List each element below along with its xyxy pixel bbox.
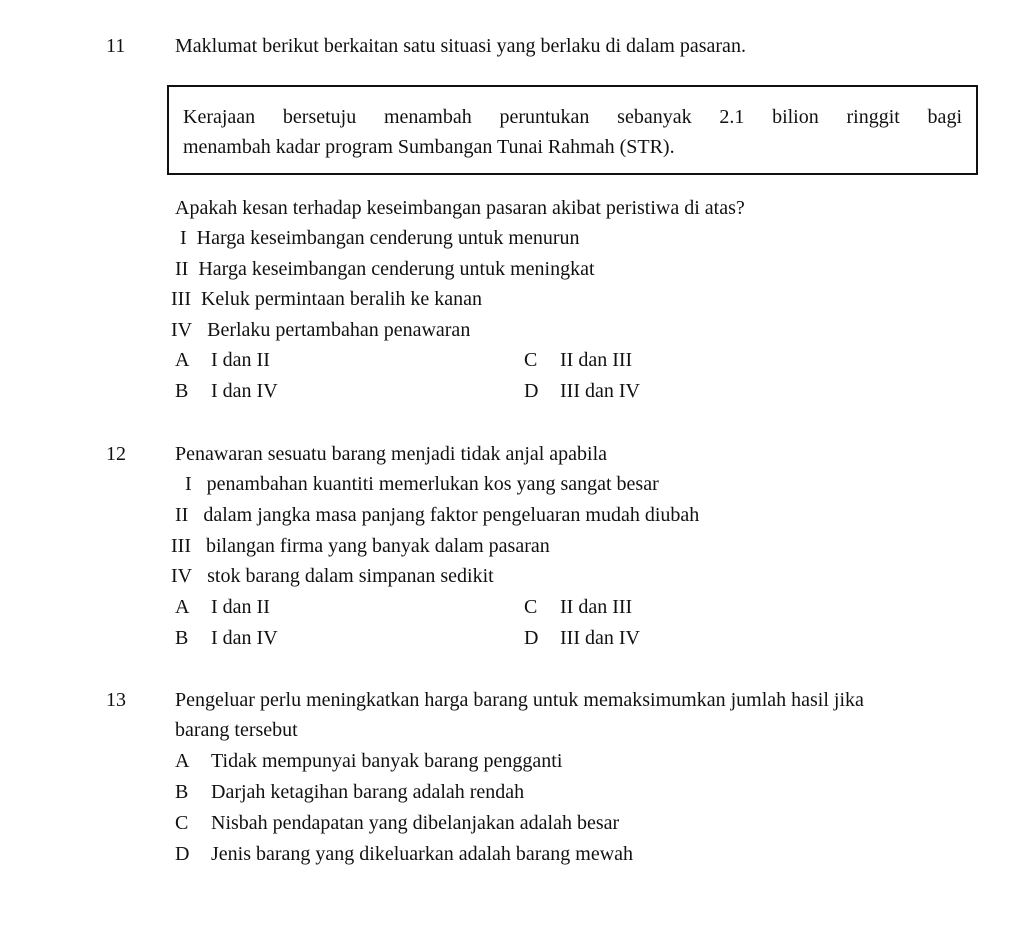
q11-option-a[interactable] — [175, 348, 270, 372]
question-13-stem-line-2: barang tersebut — [175, 719, 298, 741]
option-letter: C — [524, 596, 538, 618]
option-text: Jenis barang yang dikeluarkan adalah barang mewah — [211, 843, 634, 865]
statement-text: penambahan kuantiti memerlukan kos yang sangat besar — [206, 473, 659, 495]
option-letter: C — [524, 349, 538, 371]
q13-option-a[interactable] — [175, 749, 562, 773]
statement-numeral: II — [175, 504, 189, 526]
info-box-line-2: menambah kadar program Sumbangan Tunai Rahmah (STR). — [183, 136, 675, 158]
option-text: Nisbah pendapatan yang dibelanjakan adalah besar — [211, 812, 620, 834]
option-text: II dan III — [560, 349, 633, 371]
q12-statement-1 — [185, 472, 659, 496]
option-text: I dan IV — [211, 627, 278, 649]
question-11-question: Apakah kesan terhadap keseimbangan pasaran akibat peristiwa di atas? — [175, 197, 745, 219]
question-11-info-box — [167, 85, 978, 175]
statement-numeral: I — [180, 227, 187, 249]
option-text: I dan II — [211, 349, 270, 371]
statement-text: Berlaku pertambahan penawaran — [207, 319, 471, 341]
question-13-stem-line-1: Pengeluar perlu meningkatkan harga barang untuk memaksimumkan jumlah hasil jika — [175, 689, 864, 711]
statement-numeral: I — [185, 473, 192, 495]
statement-text: Harga keseimbangan cenderung untuk menurun — [196, 227, 580, 249]
statement-text: Keluk permintaan beralih ke kanan — [200, 288, 482, 310]
q11-statement-3 — [171, 287, 482, 311]
statement-numeral: II — [175, 258, 189, 280]
question-12-stem: Penawaran sesuatu barang menjadi tidak anjal apabila — [175, 443, 608, 465]
q13-option-c[interactable] — [175, 811, 619, 835]
q11-statement-2 — [175, 257, 595, 281]
option-letter: B — [175, 781, 189, 803]
option-letter: B — [175, 380, 189, 402]
option-letter: A — [175, 349, 190, 371]
option-letter: B — [175, 627, 189, 649]
question-12-number: 12 — [106, 443, 126, 465]
option-letter: C — [175, 812, 189, 834]
option-letter: A — [175, 596, 190, 618]
question-13-number: 13 — [106, 689, 126, 711]
option-letter: D — [524, 627, 539, 649]
option-text: III dan IV — [560, 380, 640, 402]
option-text: I dan II — [211, 596, 270, 618]
q13-option-d[interactable] — [175, 842, 633, 866]
statement-numeral: III — [171, 288, 191, 310]
q12-option-c[interactable] — [524, 595, 632, 619]
q11-option-c[interactable] — [524, 348, 632, 372]
option-letter: D — [175, 843, 190, 865]
q11-option-d[interactable] — [524, 379, 640, 403]
q11-option-b[interactable] — [175, 379, 278, 403]
question-11-number: 11 — [106, 35, 126, 57]
q13-option-b[interactable] — [175, 780, 524, 804]
option-letter: D — [524, 380, 539, 402]
info-box-line-1: Kerajaan bersetuju menambah peruntukan sebanyak 2.1 bilion ringgit bagi — [183, 106, 962, 128]
statement-text: dalam jangka masa panjang faktor pengeluaran mudah diubah — [203, 504, 700, 526]
statement-numeral: III — [171, 535, 191, 557]
question-11-stem: Maklumat berikut berkaitan satu situasi yang berlaku di dalam pasaran. — [175, 35, 746, 57]
q11-statement-4 — [171, 318, 470, 342]
option-text: Darjah ketagihan barang adalah rendah — [211, 781, 525, 803]
statement-text: bilangan firma yang banyak dalam pasaran — [205, 535, 550, 557]
statement-numeral: IV — [171, 565, 193, 587]
q12-statement-2 — [175, 503, 699, 527]
option-text: I dan IV — [211, 380, 278, 402]
q12-option-d[interactable] — [524, 626, 640, 650]
option-text: Tidak mempunyai banyak barang pengganti — [211, 750, 563, 772]
option-text: III dan IV — [560, 627, 640, 649]
q12-option-b[interactable] — [175, 626, 278, 650]
q12-option-a[interactable] — [175, 595, 270, 619]
q12-statement-4 — [171, 564, 494, 588]
option-letter: A — [175, 750, 190, 772]
statement-numeral: IV — [171, 319, 193, 341]
q11-statement-1 — [180, 226, 580, 250]
q12-statement-3 — [171, 534, 550, 558]
statement-text: Harga keseimbangan cenderung untuk meningkat — [198, 258, 595, 280]
statement-text: stok barang dalam simpanan sedikit — [207, 565, 494, 587]
option-text: II dan III — [560, 596, 633, 618]
